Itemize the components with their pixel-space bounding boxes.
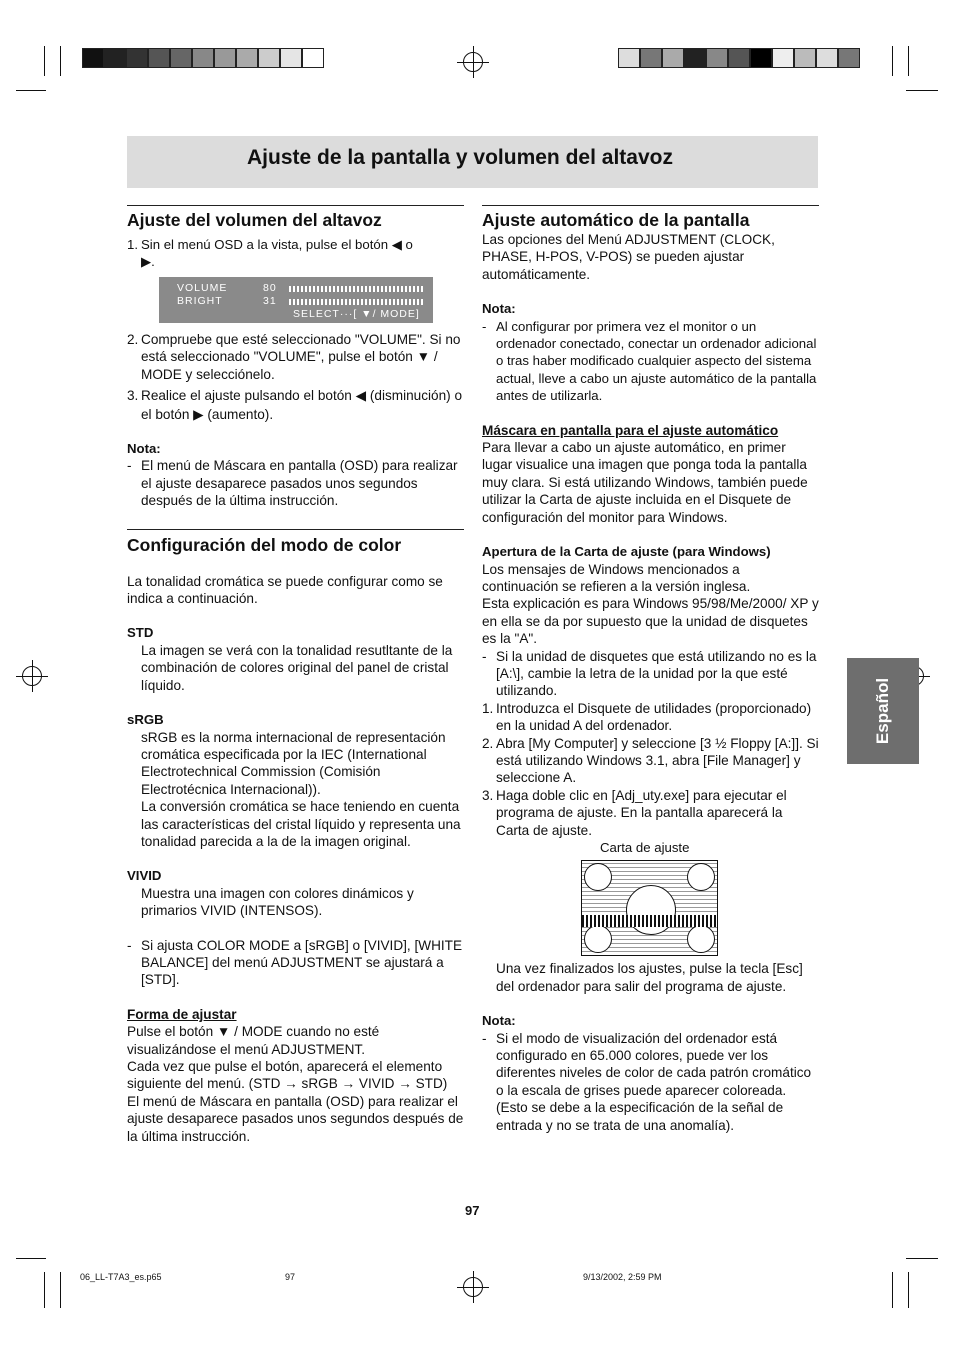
crop-mark <box>60 46 61 76</box>
list-item: 2. Compruebe que esté seleccionado "VOLUME". Si no está seleccionado "VOLUME", pulse el botón ▼ / MODE y selecciónelo. <box>127 331 461 382</box>
page-number: 97 <box>465 1203 480 1218</box>
test-pattern-circle <box>584 925 612 953</box>
test-pattern-circle <box>687 925 715 953</box>
section-heading-color: Configuración del modo de color <box>127 534 402 555</box>
crop-mark <box>906 1258 938 1259</box>
divider <box>127 205 464 206</box>
page-title: Ajuste de la pantalla y volumen del altavoz <box>247 146 673 169</box>
crop-mark <box>60 1272 61 1308</box>
footer-date: 9/13/2002, 2:59 PM <box>583 1272 662 1282</box>
osd-volume-bar <box>289 286 425 292</box>
footer-page: 97 <box>285 1272 296 1282</box>
crop-mark <box>44 1272 45 1308</box>
section-heading-volume: Ajuste del volumen del altavoz <box>127 210 382 230</box>
mask-heading: Máscara en pantalla para el ajuste automático <box>482 422 779 438</box>
crop-mark <box>892 46 893 76</box>
list-item: 1. Sin el menú OSD a la vista, pulse el botón ◀ o ▶. <box>127 237 413 270</box>
crop-mark <box>16 90 46 91</box>
osd-volume-label: VOLUME <box>177 282 228 294</box>
left-column: Ajuste del volumen del altavoz 1. Sin el menú OSD a la vista, pulse el botón ◀ o ▶. 2. Compruebe que esté seleccionado "VOLUME". Si no está seleccionado "VOLUME", pulse el botón ▼ / MODE y selecciónelo. 3. Realice el ajuste pulsando el botón ◀ (disminución) o el botón ▶ (aumento). Nota: - El menú de Máscara en pantalla (OSD) para realizar el ajuste desaparece pasados unos segundos después de la última instrucción. Configuración del modo de color La tonalidad cromática se puede configurar como se indica a continuación. STD La imagen se verá con la tonalidad resutltante de la combinación de colores original del panel de cristal líquido. sRGB sRGB es la norma internacional de representación cromática especificada por la IEC (International Electrotechnical Commission (Comisión Electrotécnica Internacional)). La conversión cromática se hace teniendo en cuenta las características del cristal líquido y representa una tonalidad parecida a la de la imagen original. VIVID Muestra una imagen con colores dinámicos y primarios VIVID (INTENSOS). - Si ajusta COLOR MODE a [sRGB] o [VIVID], [WHITE BALANCE] del menú ADJUSTMENT se ajustará a [STD]. Forma de ajustar Pulse el botón ▼ / MODE cuando no esté visualizándose el menú ADJUSTMENT. Cada vez que pulse el botón, aparecerá el elemento siguiente del menú. (STD → sRGB → VIVID → STD) El menú de Máscara en pantalla (OSD) para realizar el ajuste desaparece pasados unos segundos después de la última instrucción. <box>127 205 464 1145</box>
osd-volume-value: 80 <box>263 282 277 294</box>
note-item: - Si el modo de visualización del ordenador está configurado en 65.000 colores, puede ver los diferentes niveles de color de cada patrón cromático o la escala de grises puede aparecer coloreada. (Esto se debe a la especificación de la señal de entrada y no se trata de una anomalía). <box>482 1030 812 1133</box>
title-band <box>127 136 818 188</box>
left-arrow-icon: ◀ <box>391 237 402 252</box>
crop-mark <box>908 1272 909 1308</box>
registration-target-icon <box>463 52 483 72</box>
test-pattern-image <box>581 860 718 956</box>
registration-target-icon <box>463 1277 483 1297</box>
crop-mark <box>892 1272 893 1308</box>
osd-select-label: SELECT···[ ▼/ MODE] <box>293 308 420 320</box>
osd-bright-label: BRIGHT <box>177 295 223 307</box>
note-label: Nota: <box>127 441 161 457</box>
list-item: 2. Abra [My Computer] y seleccione [3 ½ Floppy [A:]]. Si está utilizando Windows 3.1, abra [File Manager] y seleccione A. <box>482 735 819 786</box>
crop-mark <box>908 46 909 76</box>
note-label: Nota: <box>482 301 516 317</box>
divider <box>482 205 819 206</box>
divider <box>127 529 464 530</box>
right-column: Ajuste automático de la pantalla Las opciones del Menú ADJUSTMENT (CLOCK, PHASE, H-POS, V-POS) se pueden ajustar automáticamente. Nota: - Al configurar por primera vez el monitor o un ordenador conectado, conectar un ordenador adicional o tras haber modificado cualquier aspecto del sistema actual, lleve a cabo un ajuste automático de la pantalla antes de utilizarla. Máscara en pantalla para el ajuste automático Para llevar a cabo un ajuste automático, en primer lugar visualice una imagen que ponga toda la pantalla muy clara. Si está utilizando Windows, también puede utilizar la Carta de ajuste incluida en el Disquete de configuración del monitor para Windows. Apertura de la Carta de ajuste (para Windows) Los mensajes de Windows mencionados a continuación se refieren a la versión inglesa. Esta explicación es para Windows 95/98/Me/2000/ XP y en ella se da por supuesto que la unidad de disquetes es la "A". - Si la unidad de disquetes que está utilizando no es la [A:\], cambie la letra de la unidad por la que esté utilizando. 1. Introduzca el Disquete de utilidades (proporcionado) en la unidad A del ordenador. 2. Abra [My Computer] y seleccione [3 ½ Floppy [A:]]. Si está utilizando Windows 3.1, abra [File Manager] y seleccione A. 3. Haga doble clic en [Adj_uty.exe] para ejecutar el programa de ajuste. En la pantalla aparecerá la Carta de ajuste. Carta de ajuste Una vez finalizados los ajustes, pulse la tecla [Esc] del ordenador para salir del programa de ajuste. Nota: - Si el modo de visualización del ordenador está configurado en 65.000 colores, puede ver los diferentes niveles de color de cada patrón cromático o la escala de grises puede aparecer coloreada. (Esto se debe a la especificación de la señal de entrada y no se trata de una anomalía). <box>482 205 819 1134</box>
test-pattern-center-circle <box>626 885 676 935</box>
osd-bright-bar <box>289 299 425 305</box>
list-item: 3. Realice el ajuste pulsando el botón ◀ (disminución) o el botón ▶ (aumento). <box>127 388 463 423</box>
test-pattern-circle <box>584 863 612 891</box>
crop-mark <box>906 90 938 91</box>
forma-heading: Forma de ajustar <box>127 1006 237 1022</box>
open-heading: Apertura de la Carta de ajuste (para Windows) <box>482 544 771 560</box>
crop-mark <box>44 46 45 76</box>
language-tab-label: Español <box>873 677 892 745</box>
right-arrow-icon: ▶ <box>141 254 152 270</box>
language-tab <box>847 658 919 764</box>
std-label: STD <box>127 625 154 641</box>
vivid-label: VIVID <box>127 868 162 884</box>
note-label: Nota: <box>482 1013 516 1029</box>
registration-target-icon <box>22 666 42 686</box>
footer-file: 06_LL-T7A3_es.p65 <box>80 1272 162 1282</box>
list-item: 3. Haga doble clic en [Adj_uty.exe] para ejecutar el programa de ajuste. En la pantalla aparecerá la Carta de ajuste. <box>482 787 787 838</box>
chart-caption: Carta de ajuste <box>600 840 690 855</box>
section-heading-auto: Ajuste automático de la pantalla <box>482 210 750 230</box>
osd-display <box>159 277 433 323</box>
note-item: - Si ajusta COLOR MODE a [sRGB] o [VIVID], [WHITE BALANCE] del menú ADJUSTMENT se ajustará a [STD]. <box>127 937 463 988</box>
crop-mark <box>16 1258 46 1259</box>
note-item: - Al configurar por primera vez el monitor o un ordenador conectado, conectar un ordenador adicional o tras haber modificado cualquier aspecto del sistema actual, lleve a cabo un ajuste automático de la pantalla antes de utilizarla. <box>482 318 817 404</box>
test-pattern-stripes <box>582 915 717 927</box>
test-pattern-circle <box>687 863 715 891</box>
note-item: - Si la unidad de disquetes que está utilizando no es la [A:\], cambie la letra de la unidad por la que esté utilizando. <box>482 648 817 699</box>
srgb-label: sRGB <box>127 712 164 728</box>
note-item: - El menú de Máscara en pantalla (OSD) para realizar el ajuste desaparece pasados unos segundos después de la última instrucción. <box>127 458 458 509</box>
osd-bright-value: 31 <box>263 295 277 307</box>
list-item: 1. Introduzca el Disquete de utilidades (proporcionado) en la unidad A del ordenador. <box>482 700 812 734</box>
